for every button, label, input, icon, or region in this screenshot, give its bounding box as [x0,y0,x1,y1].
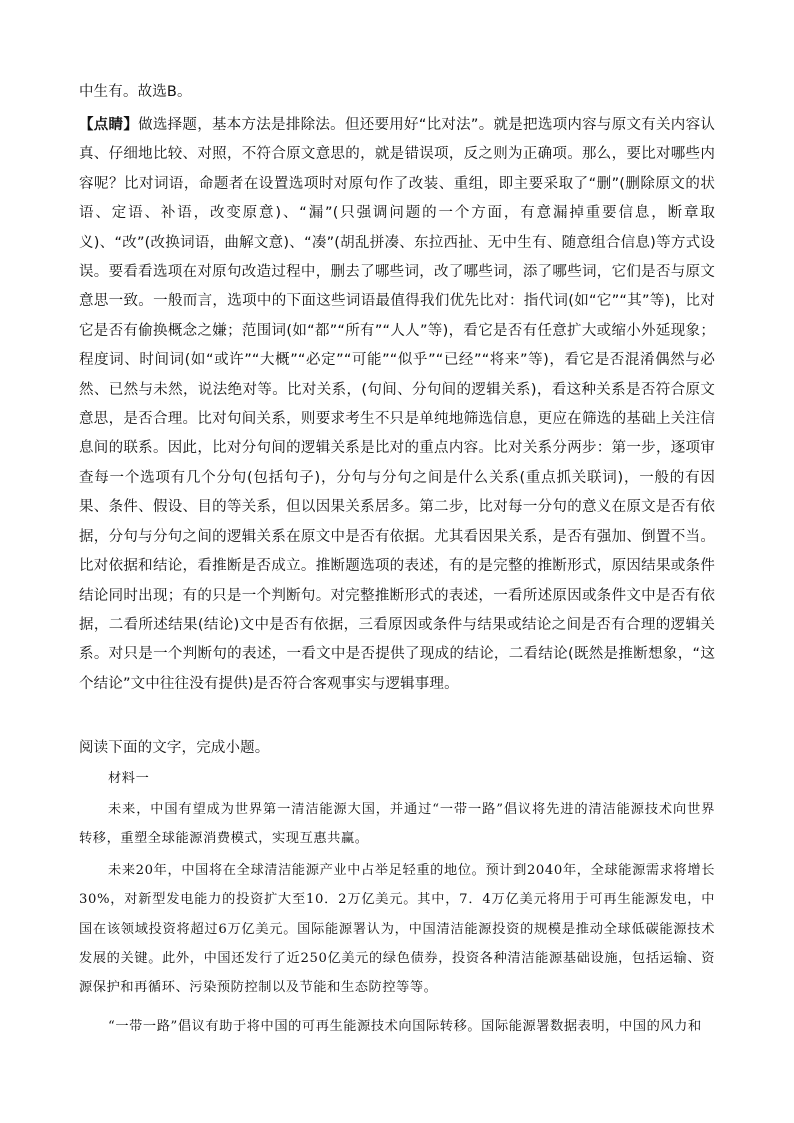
material-paragraph: “一带一路”倡议有助于将中国的可再生能源技术向国际转移。国际能源署数据表明，中国的风力和 [108,1019,702,1034]
tip-paragraph [79,111,715,699]
instruction-text: 阅读下面的文字，完成小题。 [79,740,270,756]
material-heading-text: 材料一 [108,771,150,786]
reading-instruction [79,734,715,763]
material-heading [79,764,715,793]
tip-body: 做选择题，基本方法是排除法。但还要用好“比对法”。就是把选项内容与原文有关内容认真、仔细地比较、对照，不符合原文意思的，就是错误项，反之则为正确项。那么，要比对哪些内容呢？比对词语，命题者在设置选项时对原句作了改装、重组，即主要采取了“删”(删除原文的状语、定语、补语，改变原意)、“漏”(只强调问题的一个方面，有意漏掉重要信息，断章取义)、“改”(改换词语，曲解文意)、“凑”(胡乱拼凑、东拉西扯、无中生有、随意组合信息)等方式设误。要看看选项在对原句改造过程中，删去了哪些词，改了哪些词，添了哪些词，它们是否与原文意思一致。一般而言，选项中的下面这些词语最值得我们优先比对：指代词(如“它”“其”等)，比对它是否有偷换概念之嫌；范围词(如“都”“所有”“人人”等)，看它是否有任意扩大或缩小外延现象；程度词、时间词(如“或许”“大概”“必定”“可能”“似乎”“已经”“将来”等)，看它是否混淆偶然与必然、已然与未然，说法绝对等。比对关系，(句间、分句间的逻辑关系)，看这种关系是否符合原文意思，是否合理。比对句间关系，则要求考生不只是单纯地筛选信息，更应在筛选的基础上关注信息间的联系。因此，比对分句间的逻辑关系是比对的重点内容。比对关系分两步：第一步，逐项审查每一个选项有几个分句(包括句子)，分句与分句之间是什么关系(重点抓关联词)，一般的有因果、条件、假设、目的等关系，但以因果关系居多。第二步，比对每一分句的意义在原文是否有依据，分句与分句之间的逻辑关系在原文中是否有依据。尤其看因果关系，是否有强加、倒置不当。比对依据和结论，看推断是否成立。推断题选项的表述，有的是完整的推断形式，原因结果或条件结论同时出现；有的只是一个判断句。对完整推断形式的表述，一看所述原因或条件文中是否有依据，二看所述结果(结论)文中是否有依据，三看原因或条件与结果或结论之间是否有合理的逻辑关系。对只是一个判断句的表述，一看文中是否提供了现成的结论，二看结论(既然是推断想象，“这个结论”文中往往没有提供)是否符合客观事实与逻辑事理。 [79,117,715,692]
answer-text: 中生有。故选B。 [79,84,192,100]
answer-line [79,78,715,107]
tip-label: 【点睛】 [79,117,139,133]
material-paragraph: 未来，中国有望成为世界第一清洁能源大国，并通过“一带一路”倡议将先进的清洁能源技术向世界转移，重塑全球能源消费模式，实现互惠共赢。 [79,802,715,847]
material-paragraph: 未来20年，中国将在全球清洁能源产业中占举足轻重的地位。预计到2040年，全球能源需求将增长30%，对新型发电能力的投资扩大至10．2万亿美元。其中，7．4万亿美元将用于可再生能源发电，中国在该领域投资将超过6万亿美元。国际能源署认为，中国清洁能源投资的规模是推动全球低碳能源技术发展的关键。此外，中国还发行了近250亿美元的绿色债券，投资各种清洁能源基础设施，包括运输、资源保护和再循环、污染预防控制以及节能和生态防控等等。 [79,863,715,996]
